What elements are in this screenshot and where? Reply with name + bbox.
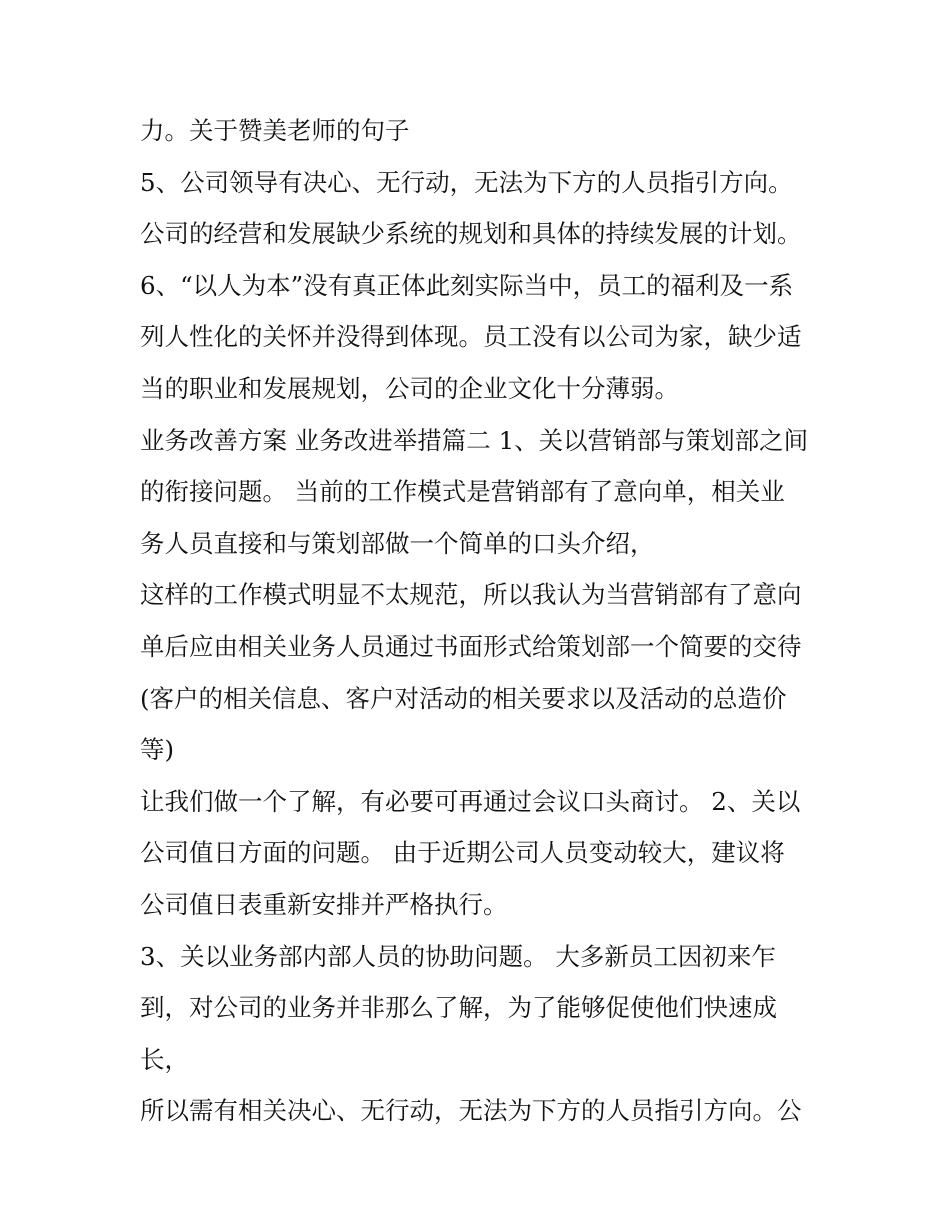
text-line: 5、公司领导有决心、无行动，无法为下方的人员指引方向。 bbox=[140, 167, 793, 197]
text-line: 的衔接问题。 当前的工作模式是营销部有了意向单，相关业 bbox=[140, 477, 785, 507]
text-line: (客户的相关信息、客户对活动的相关要求以及活动的总造价 bbox=[140, 683, 787, 713]
text-line: 让我们做一个了解，有必要可再通过会议口头商讨。 2、关以 bbox=[140, 786, 801, 816]
text-line: 公司值日方面的问题。 由于近期公司人员变动较大，建议将 bbox=[140, 838, 785, 868]
text-line: 单后应由相关业务人员通过书面形式给策划部一个简要的交待 bbox=[140, 631, 802, 661]
text-line: 3、关以业务部内部人员的协助问题。 大多新员工因初来乍 bbox=[140, 941, 776, 971]
text-line: 公司值日表重新安排并严格执行。 bbox=[140, 889, 508, 919]
text-line: 6、“以人为本”没有真正体此刻实际当中，员工的福利及一系 bbox=[140, 270, 794, 300]
text-line: 当的职业和发展规划，公司的企业文化十分薄弱。 bbox=[140, 373, 679, 403]
text-line: 列人性化的关怀并没得到体现。员工没有以公司为家，缺少适 bbox=[140, 322, 802, 352]
text-line: 业务改善方案 业务改进举措篇二 1、关以营销部与策划部之间 bbox=[140, 425, 809, 455]
body-text bbox=[140, 105, 820, 1137]
text-line: 等) bbox=[140, 735, 175, 765]
text-line: 这样的工作模式明显不太规范，所以我认为当营销部有了意向 bbox=[140, 580, 802, 610]
text-line: 所以需有相关决心、无行动，无法为下方的人员指引方向。公 bbox=[140, 1096, 802, 1126]
text-line: 到，对公司的业务并非那么了解，为了能够促使他们快速成 bbox=[140, 993, 777, 1023]
text-line: 长， bbox=[140, 1044, 189, 1074]
text-line: 务人员直接和与策划部做一个简单的口头介绍， bbox=[140, 528, 655, 558]
text-line: 公司的经营和发展缺少系统的规划和具体的持续发展的计划。 bbox=[140, 219, 802, 249]
text-line: 力。关于赞美老师的句子 bbox=[140, 116, 410, 145]
